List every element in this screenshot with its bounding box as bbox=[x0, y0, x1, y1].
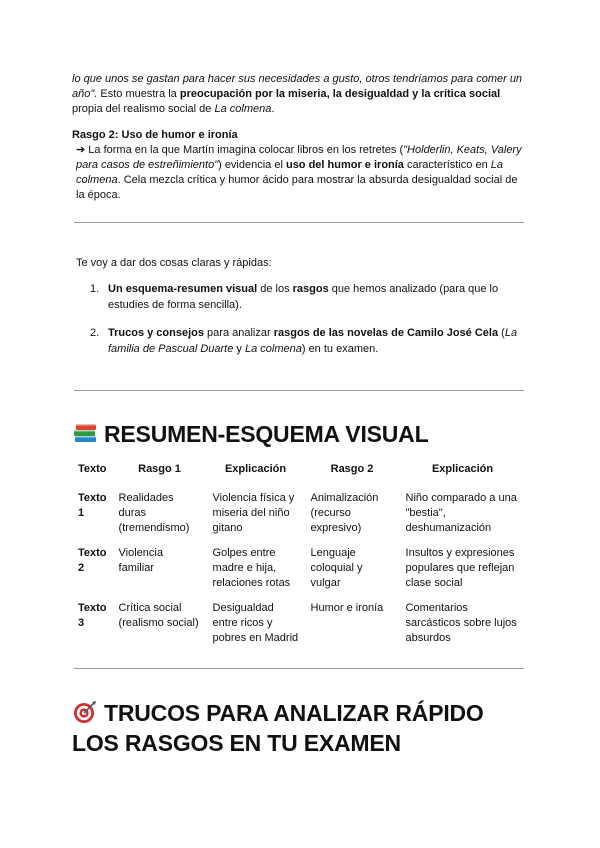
table-cell: Texto 3 bbox=[78, 602, 107, 629]
divider-1 bbox=[74, 222, 524, 223]
table-cell: Animalización (recurso expresivo) bbox=[310, 492, 379, 534]
books-icon bbox=[72, 421, 98, 445]
table-cell: Realidades duras (tremendismo) bbox=[118, 492, 190, 534]
rasgo2-text-4: . Cela mezcla crítica y humor ácido para mostrar la absurda desigualdad social de la época. bbox=[76, 174, 518, 201]
list-text: para analizar bbox=[203, 327, 274, 339]
table-cell: Violencia familiar bbox=[118, 547, 163, 574]
list-italic-2: La colmena bbox=[244, 343, 302, 355]
table-header-row bbox=[72, 458, 526, 487]
offer-lead: Te voy a dar dos cosas claras y rápidas: bbox=[76, 257, 272, 269]
rasgo2-quote: "Holderlin, Keats, Valery para casos de estreñimiento" bbox=[76, 144, 522, 171]
target-icon bbox=[72, 700, 98, 724]
rasgo2-italic: La colmena bbox=[76, 159, 504, 186]
table-cell: Texto 2 bbox=[78, 547, 107, 574]
rasgo2-text-1: La forma en la que Martín imagina colocar libros en los retretes ( bbox=[85, 144, 404, 156]
list-text-3: y bbox=[233, 343, 245, 355]
list-text-4: ) en tu examen. bbox=[301, 343, 379, 355]
list-bold-2: rasgos bbox=[292, 283, 329, 295]
table-cell: Comentarios sarcásticos sobre lujos absurdos bbox=[405, 602, 517, 644]
list-text: de los bbox=[257, 283, 293, 295]
section-title: RESUMEN-ESQUEMA VISUAL bbox=[104, 421, 429, 447]
divider-3 bbox=[74, 668, 524, 669]
rasgo2-paragraph bbox=[72, 143, 528, 203]
section-heading-resumen bbox=[72, 419, 532, 449]
list-number: 1. bbox=[90, 283, 100, 295]
header-texto: Texto bbox=[78, 463, 107, 475]
header-rasgo1: Rasgo 1 bbox=[138, 463, 181, 475]
table-cell: Humor e ironía bbox=[310, 602, 384, 614]
offer-list bbox=[90, 281, 530, 357]
list-bold: Trucos y consejos bbox=[108, 327, 204, 339]
header-rasgo2: Rasgo 2 bbox=[330, 463, 374, 475]
table-cell: Niño comparado a una "bestia", deshumanización bbox=[405, 492, 517, 534]
intro-bold: preocupación por la miseria, la desigualdad y la crítica social bbox=[179, 88, 501, 100]
table-cell: Violencia física y miseria del niño gitano bbox=[212, 492, 295, 534]
list-number: 2. bbox=[90, 327, 100, 339]
list-item bbox=[90, 325, 530, 357]
table-cell: Crítica social (realismo social) bbox=[118, 602, 199, 629]
list-italic: La familia de Pascual Duarte bbox=[108, 327, 518, 355]
intro-end: . bbox=[271, 103, 275, 115]
rasgo2-heading: Rasgo 2: Uso de humor e ironía bbox=[72, 129, 238, 141]
list-bold-2: rasgos de las novelas de Camilo José Cela bbox=[273, 327, 499, 339]
table-row bbox=[72, 487, 526, 542]
rasgo2-bold: uso del humor e ironía bbox=[285, 159, 404, 171]
quote-italic: lo que unos se gastan para hacer sus necesidades a gusto, otros tendríamos para comer un año". bbox=[72, 73, 523, 100]
rasgo2-text-2: ) evidencia el bbox=[218, 159, 286, 171]
list-text-2: que hemos analizado (para que lo estudies de forma sencilla). bbox=[108, 283, 499, 311]
arrow-icon: ➔ bbox=[76, 144, 86, 156]
header-explicacion2: Explicación bbox=[431, 463, 494, 475]
section-title: TRUCOS PARA ANALIZAR RÁPIDO LOS RASGOS EN TU EXAMEN bbox=[72, 700, 484, 756]
intro-text-2: propia del realismo social de bbox=[72, 103, 215, 115]
table-cell: Desigualdad entre ricos y pobres en Madrid bbox=[212, 602, 299, 644]
list-text-2: ( bbox=[498, 327, 505, 339]
intro-paragraph bbox=[72, 72, 528, 117]
table-cell: Golpes entre madre e hija, relaciones rotas bbox=[212, 547, 291, 589]
table-cell: Insultos y expresiones populares que reflejan clase social bbox=[405, 547, 515, 589]
intro-italic-2: La colmena bbox=[214, 103, 272, 115]
table-row bbox=[72, 597, 526, 652]
rasgo2-title bbox=[72, 128, 528, 143]
table-cell: Lenguaje coloquial y vulgar bbox=[310, 547, 363, 589]
list-item bbox=[90, 281, 530, 313]
table-row bbox=[72, 542, 526, 597]
rasgo2-text-3: característico en bbox=[403, 159, 491, 171]
divider-2 bbox=[74, 390, 524, 391]
section-heading-trucos bbox=[72, 698, 512, 758]
table-cell: Texto 1 bbox=[78, 492, 107, 519]
intro-text: Esto muestra la bbox=[97, 88, 180, 100]
summary-table bbox=[72, 458, 526, 652]
list-bold: Un esquema-resumen visual bbox=[108, 283, 258, 295]
header-explicacion1: Explicación bbox=[224, 463, 287, 475]
